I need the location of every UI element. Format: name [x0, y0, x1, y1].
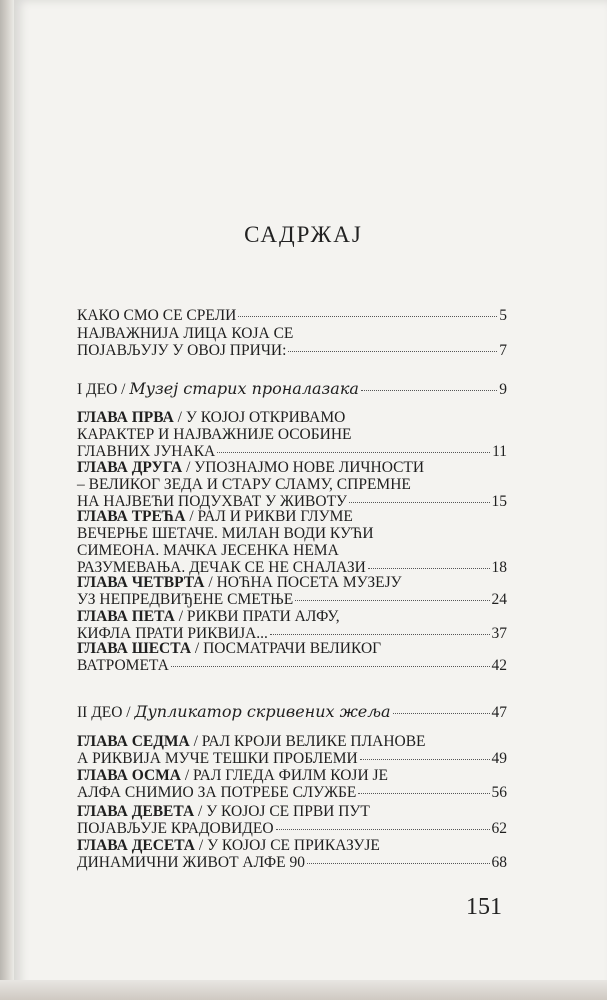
dot-leader: [270, 634, 490, 635]
entry-text: ПОЈАВЉУЈУ У ОВОЈ ПРИЧИ:: [77, 342, 287, 359]
entry-text: У КОЈОЈ СЕ ПРВИ ПУТ: [206, 803, 370, 820]
toc-row: ГЛАВА ШЕСТА / ПОСМАТРАЧИ ВЕЛИКОГ: [77, 640, 382, 657]
entry-text: НОЋНА ПОСЕТА МУЗЕЈУ: [216, 574, 402, 591]
toc-row: [77, 750, 507, 767]
entry-text: СИМЕОНА. МАЧКА ЈЕСЕНКА НЕМА: [77, 542, 339, 559]
dot-leader: [393, 713, 490, 714]
dot-leader: [288, 351, 497, 352]
entry-text: ВАТРОМЕТА: [77, 657, 169, 674]
dot-leader: [349, 502, 489, 503]
toc-entry: [77, 409, 507, 460]
toc-row: [77, 307, 507, 324]
dot-leader: [358, 793, 489, 794]
dot-leader: [295, 600, 489, 601]
chapter-label: ГЛАВА СЕДМА: [77, 733, 190, 750]
toc-row: ГЛАВА ДЕСЕТА / У КОЈОЈ СЕ ПРИКАЗУЈЕ: [77, 837, 380, 854]
part-label: I ДЕО /: [77, 381, 126, 398]
toc-row: ГЛАВА СЕДМА / РАЛ КРОЈИ ВЕЛИКЕ ПЛАНОВЕ: [77, 733, 426, 750]
part-title: Дупликатор скривених жеља: [134, 702, 391, 721]
page-ref: 47: [491, 704, 507, 721]
toc-row: ГЛАВА ОСМА / РАЛ ГЛЕДА ФИЛМ КОЈИ ЈЕ: [77, 767, 389, 784]
page-ref: 42: [491, 657, 507, 674]
chapter-label: ГЛАВА ЧЕТВРТА: [77, 574, 205, 591]
chapter-label: ГЛАВА ТРЕЋА: [77, 508, 186, 525]
entry-text: ВЕЧЕРЊЕ ШЕТАЧЕ. МИЛАН ВОДИ КУЋИ: [77, 525, 374, 542]
entry-text: АЛФА СНИМИО ЗА ПОТРЕБЕ СЛУЖБЕ: [77, 784, 357, 801]
toc-row: [77, 784, 507, 801]
entry-text: РАЗУМЕВАЊА. ДЕЧАК СЕ НЕ СНАЛАЗИ: [77, 559, 366, 576]
page-ref: 62: [491, 820, 507, 837]
entry-text: КИФЛА ПРАТИ РИКВИЈА...: [77, 625, 268, 642]
toc-row: ГЛАВА ПЕТА / РИКВИ ПРАТИ АЛФУ,: [77, 608, 340, 625]
page-number: 151: [466, 894, 502, 920]
entry-text: У КОЈОЈ ОТКРИВАМО: [185, 409, 346, 426]
page-ref: 9: [499, 381, 507, 398]
toc-entry: [77, 459, 507, 510]
entry-text: УЗ НЕПРЕДВИЂЕНЕ СМЕТЊЕ: [77, 591, 294, 608]
entry-text: А РИКВИЈА МУЧЕ ТЕШКИ ПРОБЛЕМИ: [77, 750, 358, 767]
toc-row: [77, 342, 507, 359]
page-ref: 15: [491, 493, 507, 510]
toc-row: [77, 426, 507, 443]
entry-text: РАЛ КРОЈИ ВЕЛИКЕ ПЛАНОВЕ: [201, 733, 426, 750]
entry-text: ПОСМАТРАЧИ ВЕЛИКОГ: [203, 640, 382, 657]
entry-text: КАКО СМО СЕ СРЕЛИ: [77, 307, 237, 324]
page-ref: 37: [491, 625, 507, 642]
part-title: Музеј старих проналазака: [129, 379, 359, 398]
chapter-label: ГЛАВА ШЕСТА: [77, 640, 192, 657]
chapter-label: ГЛАВА ДЕСЕТА: [77, 837, 195, 854]
dot-leader: [361, 390, 497, 391]
toc-row: [77, 380, 507, 397]
entry-text: ГЛАВНИХ ЈУНАКА: [77, 443, 216, 460]
toc-row: [77, 325, 507, 342]
entry-text: – ВЕЛИКОГ ЗЕДА И СТАРУ СЛАМУ, СПРЕМНЕ: [77, 476, 411, 493]
toc-entry: [77, 733, 507, 767]
toc-row: ГЛАВА ДРУГА / УПОЗНАЈМО НОВЕ ЛИЧНОСТИ: [77, 459, 425, 476]
toc-entry: [77, 640, 507, 674]
dot-leader: [276, 829, 490, 830]
toc-entry: [77, 380, 507, 397]
toc-row: ГЛАВА ЧЕТВРТА / НОЋНА ПОСЕТА МУЗЕЈУ: [77, 574, 402, 591]
toc-row: ГЛАВА ТРЕЋА / РАЛ И РИКВИ ГЛУМЕ: [77, 508, 353, 525]
chapter-label: ГЛАВА ДРУГА: [77, 459, 183, 476]
page-ref: 18: [491, 559, 507, 576]
page-ref: 56: [491, 784, 507, 801]
toc-entry: [77, 325, 507, 359]
dot-leader: [171, 666, 490, 667]
page-ref: 5: [499, 307, 507, 324]
page-ref: 24: [491, 591, 507, 608]
entry-text: КАРАКТЕР И НАЈВАЖНИЈЕ ОСОБИНЕ: [77, 426, 352, 443]
dot-leader: [360, 759, 490, 760]
page-ref: 49: [491, 750, 507, 767]
entry-text: РИКВИ ПРАТИ АЛФУ,: [186, 608, 340, 625]
bottom-edge: [0, 980, 607, 1000]
chapter-label: ГЛАВА ПРВА: [77, 409, 174, 426]
toc-row: [77, 476, 507, 493]
page-ref: 68: [491, 854, 507, 871]
toc-row: ГЛАВА ДЕВЕТА / У КОЈОЈ СЕ ПРВИ ПУТ: [77, 803, 370, 820]
toc-row: [77, 591, 507, 608]
toc-row: [77, 542, 507, 559]
entry-text: ДИНАМИЧНИ ЖИВОТ АЛФЕ 90: [77, 854, 306, 871]
toc-entry: [77, 803, 507, 837]
part-label: II ДЕО /: [77, 704, 131, 721]
chapter-label: ГЛАВА ДЕВЕТА: [77, 803, 195, 820]
entry-text: НАЈВАЖНИЈА ЛИЦА КОЈА СЕ: [77, 325, 294, 342]
dot-leader: [368, 568, 490, 569]
chapter-label: ГЛАВА ОСМА: [77, 767, 181, 784]
toc-entry: [77, 307, 507, 324]
entry-text: ПОЈАВЉУЈЕ КРАДОВИДЕО: [77, 820, 274, 837]
toc-row: [77, 854, 507, 871]
page-ref: 11: [492, 443, 507, 460]
chapter-label: ГЛАВА ПЕТА: [77, 608, 175, 625]
dot-leader: [307, 863, 489, 864]
entry-text: РАЛ ГЛЕДА ФИЛМ КОЈИ ЈЕ: [193, 767, 389, 784]
toc-row: [77, 443, 507, 460]
toc-row: [77, 525, 507, 542]
toc-entry: [77, 608, 507, 642]
toc-entry: [77, 703, 507, 720]
toc-row: ГЛАВА ПРВА / У КОЈОЈ ОТКРИВАМО: [77, 409, 346, 426]
page-binding-edge: [0, 0, 14, 1000]
toc-entry: [77, 508, 507, 576]
toc-row: [77, 657, 507, 674]
entry-text: РАЛ И РИКВИ ГЛУМЕ: [197, 508, 353, 525]
contents-title: САДРЖАЈ: [244, 222, 363, 247]
entry-text: НА НАЈВЕЋИ ПОДУХВАТ У ЖИВОТУ: [77, 493, 348, 510]
toc-row: [77, 820, 507, 837]
toc-row: [77, 703, 507, 720]
toc-entry: [77, 767, 507, 801]
dot-leader: [238, 316, 497, 317]
dot-leader: [217, 452, 490, 453]
entry-text: У КОЈОЈ СЕ ПРИКАЗУЈЕ: [207, 837, 380, 854]
page-ref: 7: [499, 342, 507, 359]
toc-entry: [77, 837, 507, 871]
entry-text: УПОЗНАЈМО НОВЕ ЛИЧНОСТИ: [194, 459, 425, 476]
toc-entry: [77, 574, 507, 608]
